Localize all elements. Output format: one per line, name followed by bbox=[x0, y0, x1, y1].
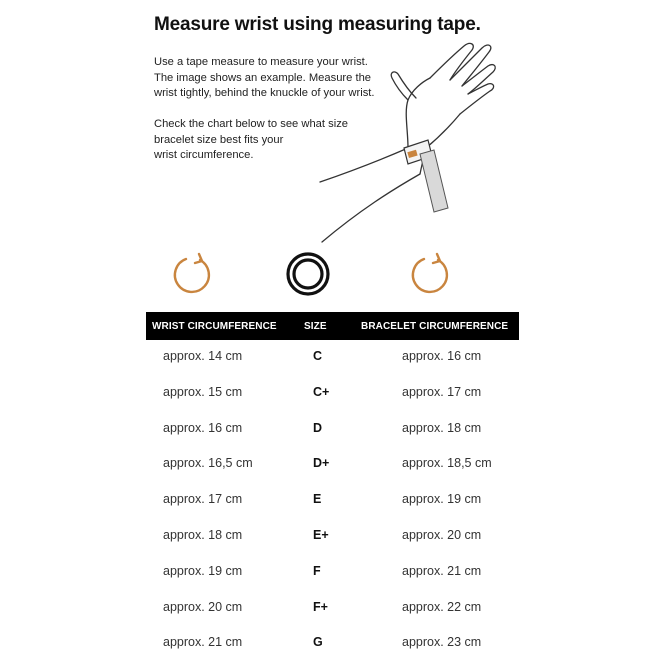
table-row bbox=[146, 483, 519, 519]
rotate-arrow-icon bbox=[169, 252, 215, 298]
table-row bbox=[146, 376, 519, 412]
table-row bbox=[146, 340, 519, 376]
size-cell: D+ bbox=[313, 456, 330, 471]
bracelet-cell: approx. 17 cm bbox=[402, 384, 482, 399]
wrist-cell: approx. 16,5 cm bbox=[163, 456, 253, 471]
table-row bbox=[146, 626, 519, 662]
wrist-cell: approx. 15 cm bbox=[163, 384, 243, 399]
bracelet-cell: approx. 23 cm bbox=[402, 635, 482, 650]
header-size: SIZE bbox=[304, 321, 327, 332]
wrist-cell: approx. 20 cm bbox=[163, 599, 243, 614]
size-cell: F bbox=[313, 563, 321, 578]
size-cell: E bbox=[313, 492, 322, 507]
size-cell: C+ bbox=[313, 384, 330, 399]
bracelet-cell: approx. 22 cm bbox=[402, 599, 482, 614]
size-cell: D bbox=[313, 420, 323, 435]
instruction-line: wrist tightly, behind the knuckle of your wrist. bbox=[154, 87, 375, 99]
table-row bbox=[146, 591, 519, 627]
instruction-line: wrist circumference. bbox=[154, 149, 254, 161]
instruction-line: Check the chart below to see what size bbox=[154, 118, 349, 130]
wrist-cell: approx. 21 cm bbox=[163, 635, 243, 650]
bracelet-cell: approx. 21 cm bbox=[402, 563, 482, 578]
bracelet-cell: approx. 19 cm bbox=[402, 492, 482, 507]
bracelet-cell: approx. 18,5 cm bbox=[402, 456, 492, 471]
size-cell: F+ bbox=[313, 599, 328, 614]
size-cell: E+ bbox=[313, 527, 329, 542]
bracelet-cell: approx. 20 cm bbox=[402, 527, 482, 542]
table-row bbox=[146, 412, 519, 448]
bracelet-cell: approx. 18 cm bbox=[402, 420, 482, 435]
instruction-line: bracelet size best fits your bbox=[154, 133, 284, 146]
hand-measuring-illustration bbox=[300, 30, 530, 250]
wrist-cell: approx. 14 cm bbox=[163, 349, 243, 363]
table-row bbox=[146, 519, 519, 555]
header-wrist-circumference: WRIST CIRCUMFERENCE bbox=[152, 321, 277, 332]
header-bracelet-circumference: BRACELET CIRCUMFERENCE bbox=[361, 321, 509, 332]
wrist-cell: approx. 16 cm bbox=[163, 420, 243, 435]
rotate-arrow-icon bbox=[407, 252, 453, 298]
size-cell: G bbox=[313, 635, 323, 650]
instruction-line: Use a tape measure to measure your wrist. bbox=[154, 56, 368, 68]
table-header bbox=[146, 312, 519, 340]
wrist-cell: approx. 19 cm bbox=[163, 563, 243, 578]
page-title: Measure wrist using measuring tape. bbox=[154, 14, 481, 35]
bracelet-cell: approx. 16 cm bbox=[402, 349, 482, 363]
wrist-cell: approx. 18 cm bbox=[163, 527, 243, 542]
instruction-line: The image shows an example. Measure the bbox=[154, 71, 372, 84]
table-row bbox=[146, 555, 519, 591]
wrist-cell: approx. 17 cm bbox=[163, 492, 243, 507]
size-cell: C bbox=[313, 349, 323, 363]
size-chart-table bbox=[146, 312, 519, 662]
table-row bbox=[146, 447, 519, 483]
ring-icon bbox=[284, 250, 332, 298]
